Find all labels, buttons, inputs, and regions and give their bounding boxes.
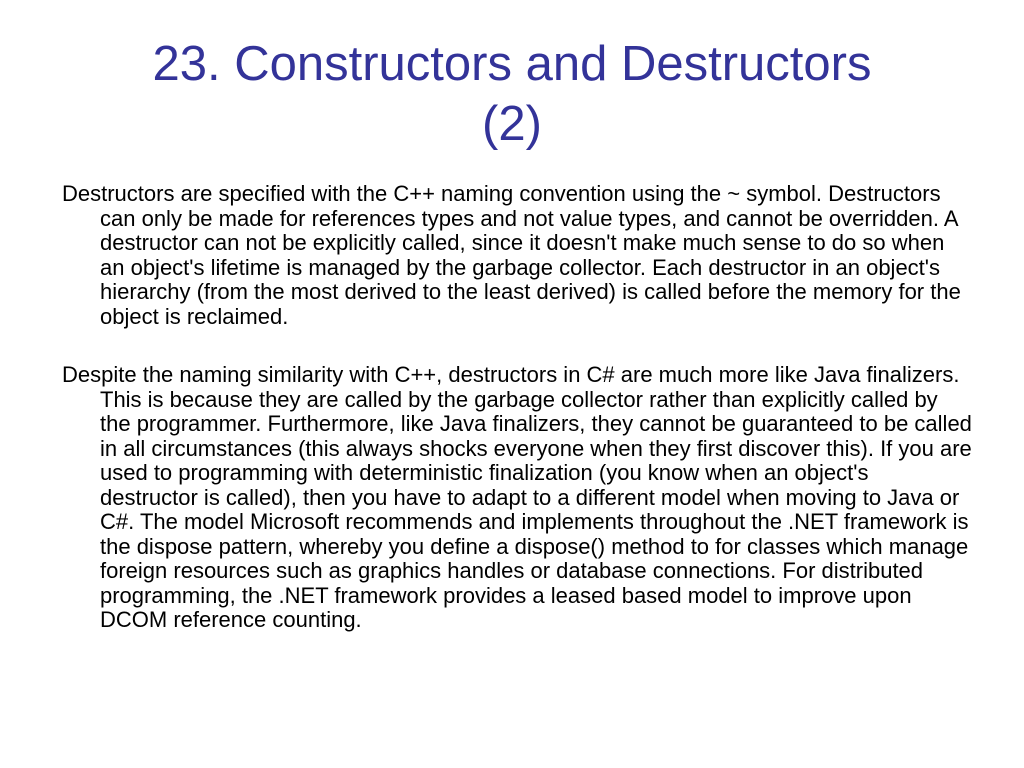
slide-title-line-2: (2): [482, 97, 542, 151]
slide-title: [40, 34, 984, 154]
slide-title-line-1: 23. Constructors and Destructors: [152, 37, 872, 91]
slide-body: [62, 182, 972, 633]
paragraph-destructors-syntax: Destructors are specified with the C++ naming convention using the ~ symbol. Destructors can only be made for references types and not value types, and cannot be overridden. A destructor can not be explicitly called, since it doesn't make much sense to do so when an object's lifetime is managed by the garbage collector. Each destructor in an object's hierarchy (from the most derived to the least derived) is called before the memory for the object is reclaimed.: [62, 181, 961, 329]
paragraph-destructors-finalizers: Despite the naming similarity with C++, destructors in C# are much more like Java finalizers. This is because they are called by the garbage collector rather than explicitly called by the programmer. Furthermore, like Java finalizers, they cannot be guaranteed to be called in all circumstances (this always shocks everyone when they first discover this). If you are used to programming with deterministic finalization (you know when an object's destructor is called), then you have to adapt to a different model when moving to Java or C#. The model Microsoft recommends and implements throughout the .NET framework is the dispose pattern, whereby you define a dispose() method to for classes which manage foreign resources such as graphics handles or database connections. For distributed programming, the .NET framework provides a leased based model to improve upon DCOM reference counting.: [62, 362, 972, 632]
